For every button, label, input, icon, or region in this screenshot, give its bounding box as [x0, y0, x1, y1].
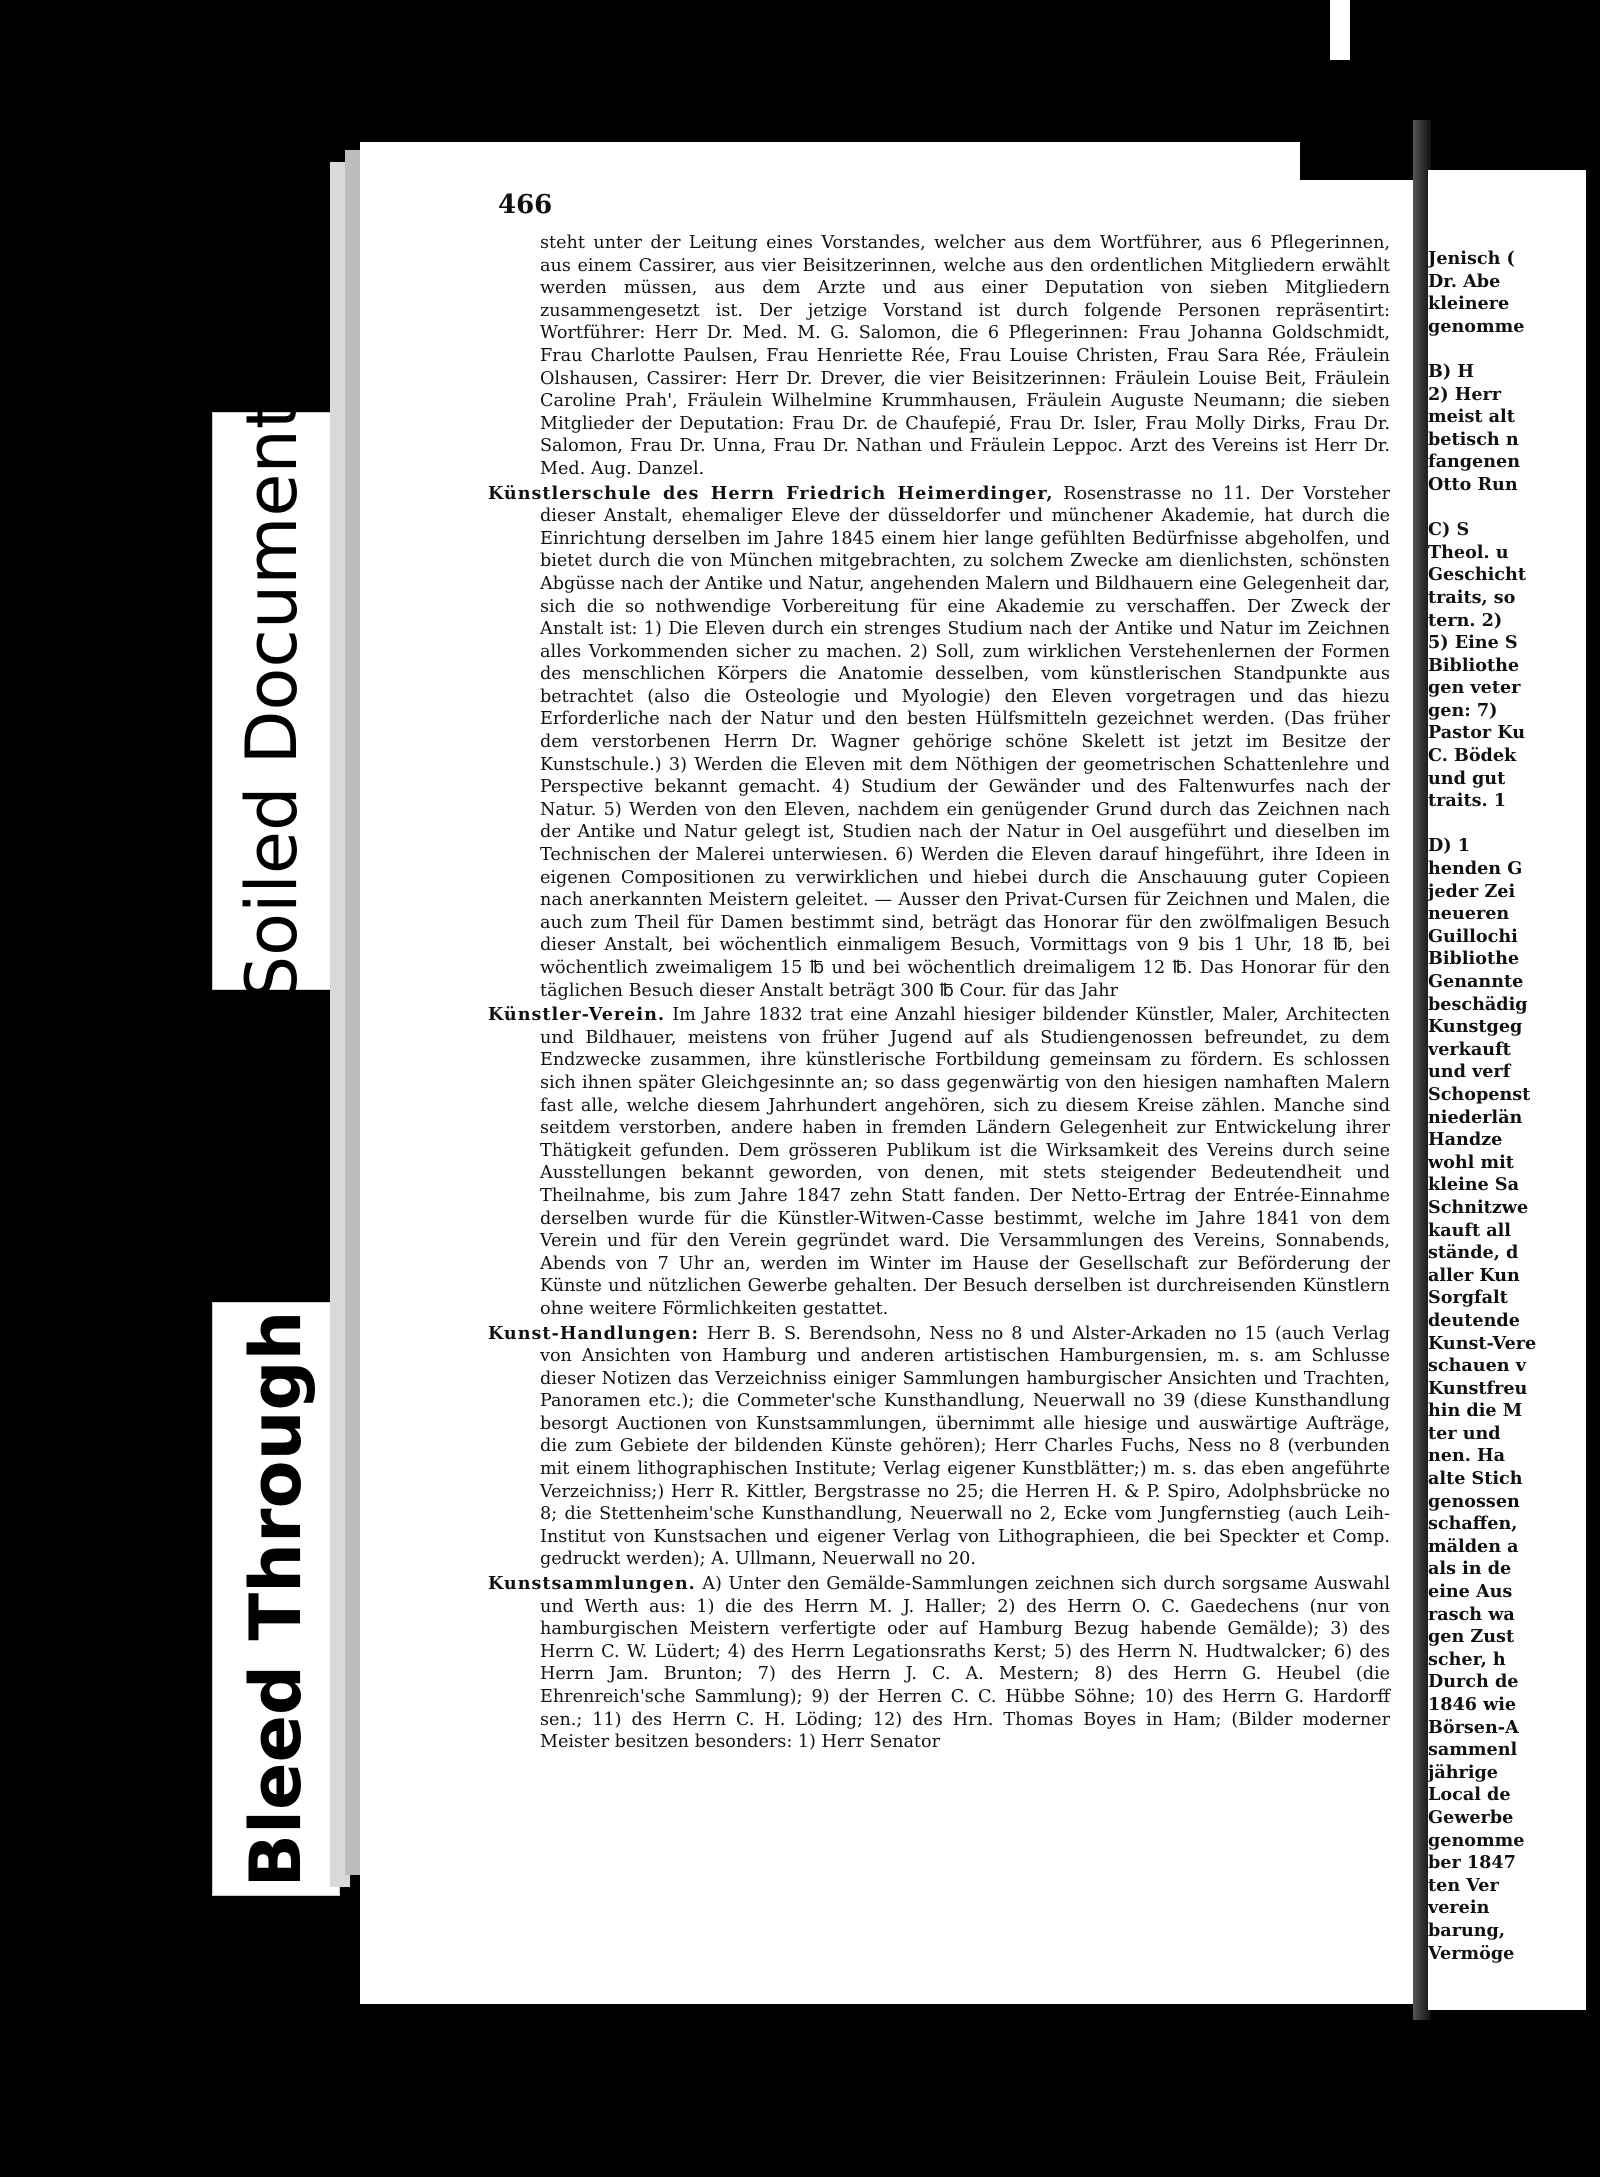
right-page-line: Bibliothe	[1428, 948, 1520, 970]
right-page-line: Guillochi	[1428, 925, 1518, 947]
right-page-line: Kunstfreu	[1428, 1377, 1528, 1399]
right-page-line: schaffen,	[1428, 1513, 1518, 1535]
right-page-line: Kunstgeg	[1428, 1016, 1523, 1038]
right-page-line: genomme	[1428, 315, 1525, 337]
bleed-through-label	[212, 1302, 340, 1896]
page-text	[488, 232, 1390, 1756]
entry-body: Im Jahre 1832 trat eine Anzahl hiesiger bildender Künstler, Maler, Architecten und Bildhauer, meistens von früher Jugend auf als Studiengenossen befreundet, zu dem Endzwecke zusammen, ihre künstlerische Fortbildung gemeinsam zu fördern. Es schlossen sich ihnen später Gleichgesinnte an; so dass gegenwärtig von den hiesigen namhaften Malern fast alle, welche diesem Jahrhundert angehören, sich zu diesem Kreise zählen. Manche sind seitdem verstorben, andere haben in fremden Ländern Gelegenheit zur Entwickelung ihrer Thätigkeit gefunden. Dem grösseren Publikum ist die Wirksamkeit des Vereins durch seine Ausstellungen bekannt geworden, von denen, mit stets steigender Bedeutendheit und Theilnahme, bis zum Jahre 1847 zehn Statt fanden. Der Netto-Ertrag der Entrée-Einnahme derselben wurde für die Künstler-Witwen-Casse bestimmt, welche im Jahre 1841 von dem Verein und für den Verein gegründet ward. Die Versammlungen des Vereins, Sonnabends, Abends von 7 Uhr an, werden im Winter im Hause der Gesellschaft zur Beförderung der Künste und nützlichen Gewerbe gehalten. Der Besuch derselben ist durchreisenden Künstlern ohne weitere Förmlichkeiten gestattet.	[540, 1005, 1391, 1319]
intro-paragraph: steht unter der Leitung eines Vorstandes, welcher aus dem Wortführer, aus 6 Pflegerinnen, aus einem Cassirer, aus vier Beisitzerinnen, welche aus den ordentlichen Mitgliedern erwählt werden müssen, aus dem Arzte und aus einer Deputation von sieben Mitgliedern zusammengesetzt ist. Der jetzige Vorstand ist durch folgende Personen repräsentirt: Wortführer: Herr Dr. Med. M. G. Salomon, die 6 Pflegerinnen: Frau Johanna Goldschmidt, Frau Charlotte Paulsen, Frau Henriette Rée, Frau Louise Christen, Frau Sara Rée, Fräulein Olshausen, Cassirer: Herr Dr. Drever, die vier Beisitzerinnen: Fräulein Louise Beit, Fräulein Caroline Prah', Fräulein Wilhelmine Krummhausen, Fräulein Auguste Neumann; die sieben Mitglieder der Deputation: Frau Dr. de Chaufepié, Frau Dr. Isler, Frau Molly Dirks, Frau Dr. Salomon, Frau Dr. Unna, Frau Dr. Nathan und Fräulein Leppoc. Arzt des Vereins ist Herr Dr. Med. Aug. Danzel.	[540, 233, 1390, 479]
right-page-line: alte Stich	[1428, 1468, 1523, 1490]
right-page-line: und gut	[1428, 767, 1506, 789]
right-page-line: Vermöge	[1428, 1942, 1515, 1964]
right-page-line: meist alt	[1428, 406, 1515, 428]
entry-heading: Künstler-Verein.	[488, 1004, 665, 1026]
right-page-line: und verf	[1428, 1061, 1511, 1083]
right-page-line: henden G	[1428, 858, 1523, 880]
right-page-line: Local de	[1428, 1784, 1511, 1806]
right-page-line: kauft all	[1428, 1219, 1511, 1241]
right-page-line: ber 1847	[1428, 1852, 1516, 1874]
right-page-line: barung,	[1428, 1919, 1505, 1941]
entry-body: A) Unter den Gemälde-Sammlungen zeichnen sich durch sorgsame Auswahl und Werth aus: 1) die des Herrn M. J. Haller; 2) des Herrn O. C. Gaedechens (nur von hamburgischen Meistern verfertigte oder auf Hamburg Bezug habende Gemälde); 3) des Herrn C. W. Lüdert; 4) des Herrn Legationsraths Kerst; 5) des Herrn N. Hudtwalcker; 6) des Herrn Jam. Brunton; 7) des Herrn J. C. A. Mestern; 8) des Herrn G. Heubel (die Ehrenreich'sche Sammlung); 9) der Herren C. C. Hübbe Söhne; 10) des Herrn G. Hardorff sen.; 11) des Herrn C. H. Löding; 12) des Hrn. Thomas Boyes in Ham; (Bilder moderner Meister besitzen besonders: 1) Herr Senator	[540, 1574, 1391, 1753]
right-page-line: C. Bödek	[1428, 745, 1517, 767]
book-page-left	[360, 142, 1415, 2004]
entry-kuenstler-verein	[488, 1004, 1390, 1320]
right-page-line: hin die M	[1428, 1400, 1523, 1422]
right-page-line: traits, so	[1428, 586, 1516, 608]
right-page-line: jeder Zei	[1428, 880, 1516, 902]
right-page-line: deutende	[1428, 1309, 1520, 1331]
right-page-line: Gewerbe	[1428, 1806, 1514, 1828]
right-page-line: mälden a	[1428, 1535, 1519, 1557]
right-page-line: Handze	[1428, 1129, 1503, 1151]
right-page-line: Theol. u	[1428, 541, 1509, 563]
entry-body: Rosenstrasse no 11. Der Vorsteher dieser Anstalt, ehemaliger Eleve der düsseldorfer und münchener Akademie, hat durch die Einrichtung derselben im Jahre 1845 einem hier lange gefühlten Bedürfnisse abgeholfen, und bietet durch die von München mitgebrachten, zu solchem Zwecke am dienlichsten, schönsten Abgüsse nach der Antike und Natur, angehenden Malern und Bildhauern eine Gelegenheit dar, sich die so nothwendige Vorbereitung für eine Akademie zu verschaffen. Der Zweck der Anstalt ist: 1) Die Eleven durch ein strenges Studium nach der Antike und Natur im Zeichnen alles Vorkommenden sicher zu machen. 2) Soll, zum wirklichen Verstehenlernen der Formen des menschlichen Körpers die Anatomie desselben, vom künstlerischen Standpunkte aus betrachtet (also die Osteologie und Myologie) den Eleven vorgetragen und das hiezu Erforderliche nach der Natur und den besten Hülfsmitteln gezeichnet werden. (Das früher dem verstorbenen Herrn Dr. Wagner gehörige schöne Skelett ist jetzt im Besitze der Kunstschule.) 3) Werden die Eleven mit dem Nöthigen der geometrischen Schattenlehre und Perspective bekannt gemacht. 4) Studium der Gewänder und des Faltenwurfes nach der Natur. 5) Werden von den Eleven, nachdem ein genügender Grund durch das Zeichnen nach der Antike und Natur gelegt ist, Studien nach der Natur in Oel ausgeführt und dieselben im Technischen der Malerei unterwiesen. 6) Werden die Eleven darauf hingeführt, ihre Ideen in eigenen Compositionen zu verwirklichen und hiebei durch die Anschauung guter Copieen nach anerkannten Meistern geleitet. — Ausser den Privat-Cursen für Zeichnen und Malen, die auch zum Theil für Damen bestimmt sind, beträgt das Honorar für den zwölfmaligen Besuch dieser Anstalt, bei wöchentlich einmaligem Besuch, Vormittags von 9 bis 1 Uhr, 18 ℔, bei wöchentlich zweimaligem 15 ℔ und bei wöchentlich dreimaligem 12 ℔. Das Honorar für den täglichen Besuch dieser Anstalt beträgt 300 ℔ Cour. für das Jahr	[540, 483, 1390, 1001]
right-page-line: ter und	[1428, 1422, 1501, 1444]
entry-kuenstlerschule	[488, 483, 1390, 1003]
right-page-line: Dr. Abe	[1428, 270, 1501, 292]
right-page-line: Schnitzwe	[1428, 1196, 1529, 1218]
right-page-line: kleine Sa	[1428, 1174, 1519, 1196]
right-page-line: verkauft	[1428, 1038, 1511, 1060]
right-page-line: D) 1	[1428, 835, 1470, 857]
right-page-line: Pastor Ku	[1428, 722, 1526, 744]
right-page-line: betisch n	[1428, 428, 1519, 450]
right-page-line: verein	[1428, 1897, 1490, 1919]
right-page-line: stände, d	[1428, 1242, 1519, 1264]
page-number: 466	[498, 190, 553, 220]
right-page-line: ten Ver	[1428, 1874, 1499, 1896]
right-page-line: gen: 7)	[1428, 699, 1498, 721]
right-page-line: genomme	[1428, 1829, 1525, 1851]
right-page-line: 2) Herr	[1428, 383, 1502, 405]
right-page-line: Sorgfalt	[1428, 1287, 1508, 1309]
right-page-line: scher, h	[1428, 1648, 1506, 1670]
entry-heading: Kunstsammlungen.	[488, 1573, 696, 1595]
right-page-line: Schopenst	[1428, 1083, 1531, 1105]
right-page-line: als in de	[1428, 1558, 1512, 1580]
right-page-line: schauen v	[1428, 1355, 1526, 1377]
right-page-line: genossen	[1428, 1490, 1520, 1512]
right-page-line	[1428, 497, 1600, 520]
paper-fragment	[1330, 0, 1350, 60]
right-page-line: gen Zust	[1428, 1626, 1515, 1648]
right-page-line	[1428, 338, 1600, 361]
entry-body: Herr B. S. Berendsohn, Ness no 8 und Alster-Arkaden no 15 (auch Verlag von Ansichten von Hamburg und anderen artistischen Hamburgensien, m. s. am Schlusse dieser Notizen das Verzeichniss einiger Sammlungen hamburgischer Ansichten und Trachten, Panoramen etc.); die Commeter'sche Kunsthandlung, Neuerwall no 39 (diese Kunsthandlung besorgt Auctionen von Kunstsammlungen, übernimmt alle hiesige und auswärtige Aufträge, die zum Gebiete der bildenden Künste gehören); Herr Charles Fuchs, Ness no 8 (verbunden mit einem lithographischen Institute; Verlag eigener Kunstblätter;) m. s. das eben angeführte Verzeichniss;) Herr R. Kittler, Bergstrasse no 25; die Herren H. & P. Spiro, Adolphsbrücke no 8; die Stettenheim'sche Kunsthandlung, Neuerwall no 2, Ecke vom Jungfernstieg (auch Leih-Institut von Kunstsachen und eigener Verlag von Lithographieen, die bei Speckter et Comp. gedruckt werden); A. Ullmann, Neuerwall no 20.	[540, 1323, 1390, 1570]
right-page-line: wohl mit	[1428, 1151, 1514, 1173]
right-page-line: niederlän	[1428, 1106, 1523, 1128]
right-page-text	[1428, 248, 1600, 1965]
right-page-line: B) H	[1428, 360, 1474, 382]
entry-kunst-handlungen	[488, 1323, 1390, 1572]
right-page-line: nen. Ha	[1428, 1445, 1506, 1467]
right-page-line: tern. 2)	[1428, 609, 1503, 631]
right-page-line: jährige	[1428, 1761, 1499, 1783]
right-page-line: traits. 1	[1428, 790, 1507, 812]
right-page-line: kleinere	[1428, 293, 1510, 315]
right-page-line: aller Kun	[1428, 1264, 1520, 1286]
right-page-line: rasch wa	[1428, 1603, 1515, 1625]
right-page-line: Börsen-A	[1428, 1716, 1519, 1738]
right-page-line: beschädig	[1428, 993, 1528, 1015]
right-page-line: 5) Eine S	[1428, 632, 1518, 654]
right-page-line: C) S	[1428, 519, 1470, 541]
right-page-line: gen veter	[1428, 677, 1521, 699]
book-page-right	[1428, 170, 1600, 2010]
right-page-line: Durch de	[1428, 1671, 1519, 1693]
soiled-document-text: Soiled Document	[231, 401, 313, 1001]
right-page-line: Otto Run	[1428, 473, 1518, 495]
right-page-line: 1846 wie	[1428, 1694, 1517, 1715]
right-page-line: eine Aus	[1428, 1581, 1513, 1603]
right-page-line: Bibliothe	[1428, 654, 1520, 676]
entry-heading: Kunst-Handlungen:	[488, 1322, 699, 1344]
right-page-line: Geschicht	[1428, 564, 1526, 586]
right-page-line: sammenl	[1428, 1739, 1518, 1761]
right-page-line: Kunst-Vere	[1428, 1332, 1537, 1354]
right-page-line: neueren	[1428, 903, 1510, 925]
right-page-line: Jenisch (	[1428, 248, 1515, 269]
right-page-line: fangenen	[1428, 451, 1521, 473]
bleed-through-text: Bleed Through	[235, 1310, 317, 1888]
soiled-document-label	[212, 401, 332, 1001]
entry-heading: Künstlerschule des Herrn Friedrich Heimerdinger,	[488, 482, 1054, 504]
right-page-line: Genannte	[1428, 971, 1524, 992]
right-border	[1586, 0, 1600, 2177]
right-page-line	[1428, 813, 1600, 836]
entry-kunstsammlungen	[488, 1573, 1390, 1754]
